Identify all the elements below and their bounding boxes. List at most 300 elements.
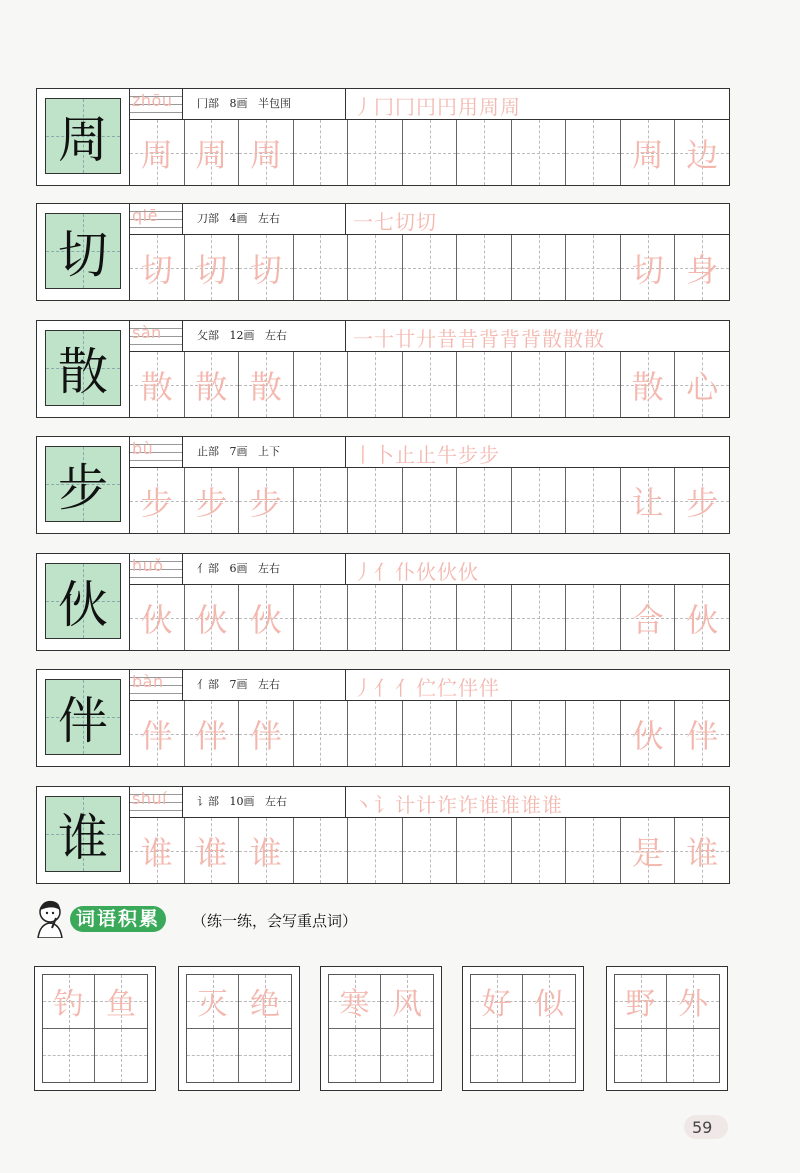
stroke-order	[353, 323, 605, 352]
stroke-step: 丨	[353, 443, 374, 467]
character-info	[197, 560, 280, 576]
practice-cell[interactable]	[239, 585, 294, 650]
trace-character: 伙	[249, 600, 282, 639]
practice-cell[interactable]	[185, 352, 240, 417]
model-character-glyph: 切	[58, 226, 108, 284]
stroke-step: 谁	[542, 793, 563, 817]
practice-cell[interactable]	[457, 701, 512, 766]
practice-cell[interactable]	[566, 352, 621, 417]
model-character-glyph: 谁	[58, 809, 108, 867]
divider	[345, 321, 346, 351]
stroke-step: 昔	[437, 327, 458, 351]
practice-cell[interactable]	[239, 701, 294, 766]
divider	[182, 670, 183, 700]
trace-character: 步	[686, 483, 719, 522]
model-character-glyph: 伙	[58, 576, 108, 634]
practice-cell[interactable]	[457, 235, 512, 300]
practice-cell[interactable]	[403, 120, 458, 185]
pinyin-text: qiē	[132, 206, 158, 225]
stroke-step: 切	[416, 210, 437, 234]
character-info	[197, 676, 280, 692]
thinking-boy-icon	[32, 898, 72, 938]
word-grid	[186, 974, 292, 1083]
practice-cell[interactable]	[403, 701, 458, 766]
practice-cell[interactable]	[621, 701, 676, 766]
word-cell[interactable]	[667, 1029, 719, 1083]
model-character-glyph: 散	[58, 343, 108, 401]
word-cell[interactable]	[523, 1029, 575, 1083]
stroke-step: 昔	[458, 327, 479, 351]
practice-cell[interactable]	[566, 120, 621, 185]
practice-cell[interactable]	[185, 235, 240, 300]
word-grid	[328, 974, 434, 1083]
stroke-step: 円	[437, 95, 458, 119]
stroke-step: 谁	[479, 793, 500, 817]
practice-grid	[130, 235, 729, 300]
practice-cell[interactable]	[621, 120, 676, 185]
stroke-step: 计	[416, 793, 437, 817]
character-info	[197, 327, 287, 343]
practice-cell[interactable]	[185, 818, 240, 883]
trace-character: 步	[249, 483, 282, 522]
practice-cell[interactable]	[403, 818, 458, 883]
trace-character: 谁	[249, 833, 282, 872]
practice-cell[interactable]	[621, 585, 676, 650]
character-block	[36, 88, 730, 186]
stroke-step: 仆	[395, 560, 416, 584]
practice-grid	[130, 468, 729, 533]
stroke-step: 计	[395, 793, 416, 817]
radical: 亻部	[197, 562, 219, 575]
word-cell[interactable]	[523, 975, 575, 1029]
practice-cell[interactable]	[294, 585, 349, 650]
stroke-step: 卜	[374, 443, 395, 467]
trace-character: 散	[249, 367, 282, 406]
stroke-step: 步	[458, 443, 479, 467]
practice-cell[interactable]	[457, 818, 512, 883]
pinyin-lines	[130, 554, 182, 584]
trace-character: 步	[140, 483, 173, 522]
stroke-order	[353, 439, 500, 468]
stroke-step: 伴	[458, 676, 479, 700]
divider	[182, 89, 183, 119]
practice-cell[interactable]	[294, 701, 349, 766]
practice-cell[interactable]	[130, 120, 185, 185]
pinyin-text: sàn	[132, 323, 162, 342]
pinyin-lines	[130, 89, 182, 119]
word-grid	[470, 974, 576, 1083]
trace-character: 切	[631, 250, 664, 289]
word-practice-box	[462, 966, 584, 1091]
practice-grid	[130, 701, 729, 766]
word-grid	[42, 974, 148, 1083]
word-cell[interactable]	[187, 1029, 239, 1083]
practice-cell[interactable]	[130, 235, 185, 300]
word-cell[interactable]	[187, 975, 239, 1029]
divider	[182, 554, 183, 584]
word-practice-box	[178, 966, 300, 1091]
pinyin-text: bù	[132, 439, 154, 458]
stroke-step: 诈	[437, 793, 458, 817]
practice-cell[interactable]	[512, 235, 567, 300]
practice-cell[interactable]	[621, 352, 676, 417]
stroke-step: 背	[521, 327, 542, 351]
trace-character: 灭	[197, 987, 228, 1023]
practice-cell[interactable]	[239, 235, 294, 300]
stroke-step: 伙	[416, 560, 437, 584]
trace-character: 散	[195, 367, 228, 406]
practice-cell[interactable]	[185, 701, 240, 766]
stroke-count: 8画	[229, 97, 248, 110]
character-info	[197, 210, 280, 226]
trace-character: 伙	[686, 600, 719, 639]
practice-cell[interactable]	[294, 352, 349, 417]
stroke-step: 伴	[479, 676, 500, 700]
divider	[182, 787, 183, 817]
trace-character: 似	[534, 987, 564, 1023]
divider	[345, 787, 346, 817]
stroke-step: 牛	[437, 443, 458, 467]
practice-cell[interactable]	[675, 585, 729, 650]
trace-character: 伴	[195, 716, 228, 755]
trace-character: 身	[686, 250, 719, 289]
trace-character: 散	[631, 367, 664, 406]
trace-character: 野	[625, 987, 656, 1023]
practice-cell[interactable]	[403, 468, 458, 533]
practice-cell[interactable]	[566, 468, 621, 533]
practice-cell[interactable]	[185, 585, 240, 650]
practice-cell[interactable]	[130, 352, 185, 417]
section-title: 词语积累	[70, 906, 166, 932]
radical: 攵部	[197, 329, 219, 342]
stroke-count: 10画	[229, 795, 255, 808]
radical: 止部	[197, 445, 219, 458]
structure: 左右	[258, 212, 280, 225]
trace-character: 谁	[686, 833, 719, 872]
stroke-step: 散	[584, 327, 605, 351]
stroke-step: 丿	[353, 560, 374, 584]
stroke-step: 背	[479, 327, 500, 351]
practice-cell[interactable]	[457, 352, 512, 417]
model-character	[45, 796, 121, 872]
stroke-step: 周	[479, 95, 500, 119]
model-character	[45, 330, 121, 406]
divider	[345, 204, 346, 234]
practice-cell[interactable]	[512, 818, 567, 883]
stroke-step: 十	[374, 327, 395, 351]
pinyin-text: zhōu	[132, 91, 173, 110]
practice-cell[interactable]	[457, 468, 512, 533]
stroke-step: 一	[353, 210, 374, 234]
trace-character: 切	[249, 250, 282, 289]
trace-character: 散	[140, 367, 173, 406]
practice-cell[interactable]	[294, 468, 349, 533]
trace-character: 伙	[195, 600, 228, 639]
practice-cell[interactable]	[348, 352, 403, 417]
practice-cell[interactable]	[512, 352, 567, 417]
pinyin-lines	[130, 437, 182, 467]
model-character	[45, 679, 121, 755]
practice-grid	[130, 818, 729, 883]
trace-character: 谁	[140, 833, 173, 872]
character-block	[36, 553, 730, 651]
practice-cell[interactable]	[566, 235, 621, 300]
structure: 左右	[258, 562, 280, 575]
radical: 讠部	[197, 795, 219, 808]
trace-character: 风	[392, 987, 422, 1023]
structure: 左右	[265, 329, 287, 342]
stroke-step: 伙	[458, 560, 479, 584]
practice-cell[interactable]	[457, 585, 512, 650]
section-header	[32, 898, 432, 938]
trace-character: 外	[678, 987, 708, 1023]
trace-character: 让	[631, 483, 664, 522]
trace-character: 谁	[195, 833, 228, 872]
practice-cell[interactable]	[512, 468, 567, 533]
trace-character: 伙	[631, 716, 664, 755]
practice-cell[interactable]	[675, 468, 729, 533]
trace-character: 是	[631, 833, 664, 872]
practice-cell[interactable]	[675, 818, 729, 883]
stroke-step: 伫	[437, 676, 458, 700]
practice-cell[interactable]	[566, 585, 621, 650]
stroke-step: 散	[563, 327, 584, 351]
stroke-step: 七	[374, 210, 395, 234]
word-cell[interactable]	[381, 1029, 433, 1083]
practice-cell[interactable]	[239, 352, 294, 417]
practice-grid	[130, 585, 729, 650]
radical: 冂部	[197, 97, 219, 110]
pinyin-text: shuí	[132, 789, 168, 808]
practice-cell[interactable]	[348, 585, 403, 650]
practice-cell[interactable]	[621, 235, 676, 300]
divider	[182, 204, 183, 234]
stroke-step: 冂	[395, 95, 416, 119]
practice-cell[interactable]	[130, 585, 185, 650]
stroke-step: 一	[353, 327, 374, 351]
stroke-step: 亻	[374, 676, 395, 700]
stroke-step: 丿	[353, 95, 374, 119]
word-cell[interactable]	[43, 975, 95, 1029]
trace-character: 寒	[339, 987, 370, 1023]
page-number: 59	[692, 1118, 713, 1137]
trace-character: 心	[686, 367, 719, 406]
model-character-glyph: 伴	[58, 692, 108, 750]
structure: 半包围	[258, 97, 291, 110]
stroke-step: 円	[416, 95, 437, 119]
stroke-order	[353, 672, 500, 701]
practice-cell[interactable]	[239, 818, 294, 883]
practice-cell[interactable]	[512, 701, 567, 766]
stroke-count: 6画	[229, 562, 248, 575]
practice-cell[interactable]	[566, 701, 621, 766]
model-character-glyph: 步	[58, 459, 108, 517]
stroke-step: 步	[479, 443, 500, 467]
stroke-step: 廿	[395, 327, 416, 351]
stroke-step: 亻	[395, 676, 416, 700]
structure: 左右	[258, 678, 280, 691]
practice-cell[interactable]	[512, 585, 567, 650]
character-block	[36, 436, 730, 534]
stroke-step: 伙	[437, 560, 458, 584]
stroke-step: 丿	[353, 676, 374, 700]
word-cell[interactable]	[329, 1029, 381, 1083]
divider	[182, 437, 183, 467]
character-info	[197, 95, 291, 111]
practice-cell[interactable]	[348, 468, 403, 533]
practice-cell[interactable]	[675, 352, 729, 417]
trace-character: 合	[631, 600, 664, 639]
character-block	[36, 320, 730, 418]
trace-character: 周	[195, 135, 228, 174]
practice-cell[interactable]	[621, 468, 676, 533]
radical: 亻部	[197, 678, 219, 691]
trace-character: 伴	[140, 716, 173, 755]
stroke-step: 丶	[353, 793, 374, 817]
stroke-step: 散	[542, 327, 563, 351]
trace-character: 绝	[250, 987, 280, 1023]
stroke-count: 7画	[229, 678, 248, 691]
pinyin-text: bàn	[132, 672, 164, 691]
stroke-order	[353, 789, 563, 818]
character-info	[197, 793, 287, 809]
practice-cell[interactable]	[348, 235, 403, 300]
radical: 刀部	[197, 212, 219, 225]
practice-cell[interactable]	[294, 120, 349, 185]
trace-character: 钓	[53, 987, 84, 1023]
practice-cell[interactable]	[675, 701, 729, 766]
character-info	[197, 443, 280, 459]
practice-cell[interactable]	[403, 235, 458, 300]
practice-cell[interactable]	[239, 120, 294, 185]
trace-character: 边	[686, 135, 719, 174]
pinyin-lines	[130, 321, 182, 351]
stroke-step: 诈	[458, 793, 479, 817]
stroke-step: 止	[395, 443, 416, 467]
practice-cell[interactable]	[348, 818, 403, 883]
word-cell[interactable]	[381, 975, 433, 1029]
practice-cell[interactable]	[403, 585, 458, 650]
practice-cell[interactable]	[675, 120, 729, 185]
model-character	[45, 213, 121, 289]
stroke-step: 谁	[521, 793, 542, 817]
practice-grid	[130, 352, 729, 417]
character-block	[36, 786, 730, 884]
model-character	[45, 446, 121, 522]
trace-character: 伴	[249, 716, 282, 755]
trace-character: 周	[249, 135, 282, 174]
word-cell[interactable]	[239, 975, 291, 1029]
practice-cell[interactable]	[294, 818, 349, 883]
stroke-step: 廾	[416, 327, 437, 351]
trace-character: 伙	[140, 600, 173, 639]
practice-cell[interactable]	[294, 235, 349, 300]
word-practice-box	[606, 966, 728, 1091]
trace-character: 周	[140, 135, 173, 174]
character-block	[36, 203, 730, 301]
trace-character: 伴	[686, 716, 719, 755]
word-cell[interactable]	[615, 975, 667, 1029]
stroke-count: 7画	[229, 445, 248, 458]
pinyin-lines	[130, 204, 182, 234]
practice-cell[interactable]	[130, 818, 185, 883]
stroke-step: 用	[458, 95, 479, 119]
model-character	[45, 98, 121, 174]
divider	[182, 321, 183, 351]
trace-character: 步	[195, 483, 228, 522]
word-practice-box	[320, 966, 442, 1091]
practice-cell[interactable]	[348, 120, 403, 185]
practice-cell[interactable]	[185, 120, 240, 185]
word-cell[interactable]	[329, 975, 381, 1029]
divider	[345, 89, 346, 119]
practice-grid	[130, 120, 729, 185]
practice-cell[interactable]	[185, 468, 240, 533]
practice-cell[interactable]	[566, 818, 621, 883]
practice-cell[interactable]	[130, 701, 185, 766]
word-cell[interactable]	[43, 1029, 95, 1083]
pinyin-lines	[130, 787, 182, 817]
practice-cell[interactable]	[403, 352, 458, 417]
pinyin-lines	[130, 670, 182, 700]
trace-character: 好	[481, 987, 512, 1023]
word-cell[interactable]	[471, 975, 523, 1029]
stroke-step: 谁	[500, 793, 521, 817]
stroke-step: 伫	[416, 676, 437, 700]
stroke-count: 12画	[229, 329, 255, 342]
model-character	[45, 563, 121, 639]
stroke-order	[353, 206, 437, 235]
word-cell[interactable]	[95, 1029, 147, 1083]
trace-character: 周	[631, 135, 664, 174]
stroke-order	[353, 556, 479, 585]
stroke-step: 切	[395, 210, 416, 234]
structure: 左右	[265, 795, 287, 808]
trace-character: 切	[140, 250, 173, 289]
practice-cell[interactable]	[457, 120, 512, 185]
practice-cell[interactable]	[512, 120, 567, 185]
stroke-step: 亻	[374, 560, 395, 584]
word-practice-box	[34, 966, 156, 1091]
word-cell[interactable]	[667, 975, 719, 1029]
stroke-step: 背	[500, 327, 521, 351]
stroke-order	[353, 91, 521, 120]
word-cell[interactable]	[239, 1029, 291, 1083]
practice-cell[interactable]	[675, 235, 729, 300]
model-character-glyph: 周	[58, 111, 108, 169]
divider	[345, 670, 346, 700]
structure: 上下	[258, 445, 280, 458]
word-grid	[614, 974, 720, 1083]
stroke-count: 4画	[229, 212, 248, 225]
divider	[345, 437, 346, 467]
practice-cell[interactable]	[130, 468, 185, 533]
practice-cell[interactable]	[239, 468, 294, 533]
word-cell[interactable]	[615, 1029, 667, 1083]
trace-character: 鱼	[106, 987, 136, 1023]
pinyin-text: huǒ	[132, 556, 164, 575]
character-block	[36, 669, 730, 767]
stroke-step: 止	[416, 443, 437, 467]
practice-cell[interactable]	[621, 818, 676, 883]
stroke-step: 冂	[374, 95, 395, 119]
stroke-step: 讠	[374, 793, 395, 817]
stroke-step: 周	[500, 95, 521, 119]
word-cell[interactable]	[471, 1029, 523, 1083]
trace-character: 切	[195, 250, 228, 289]
word-cell[interactable]	[95, 975, 147, 1029]
practice-cell[interactable]	[348, 701, 403, 766]
